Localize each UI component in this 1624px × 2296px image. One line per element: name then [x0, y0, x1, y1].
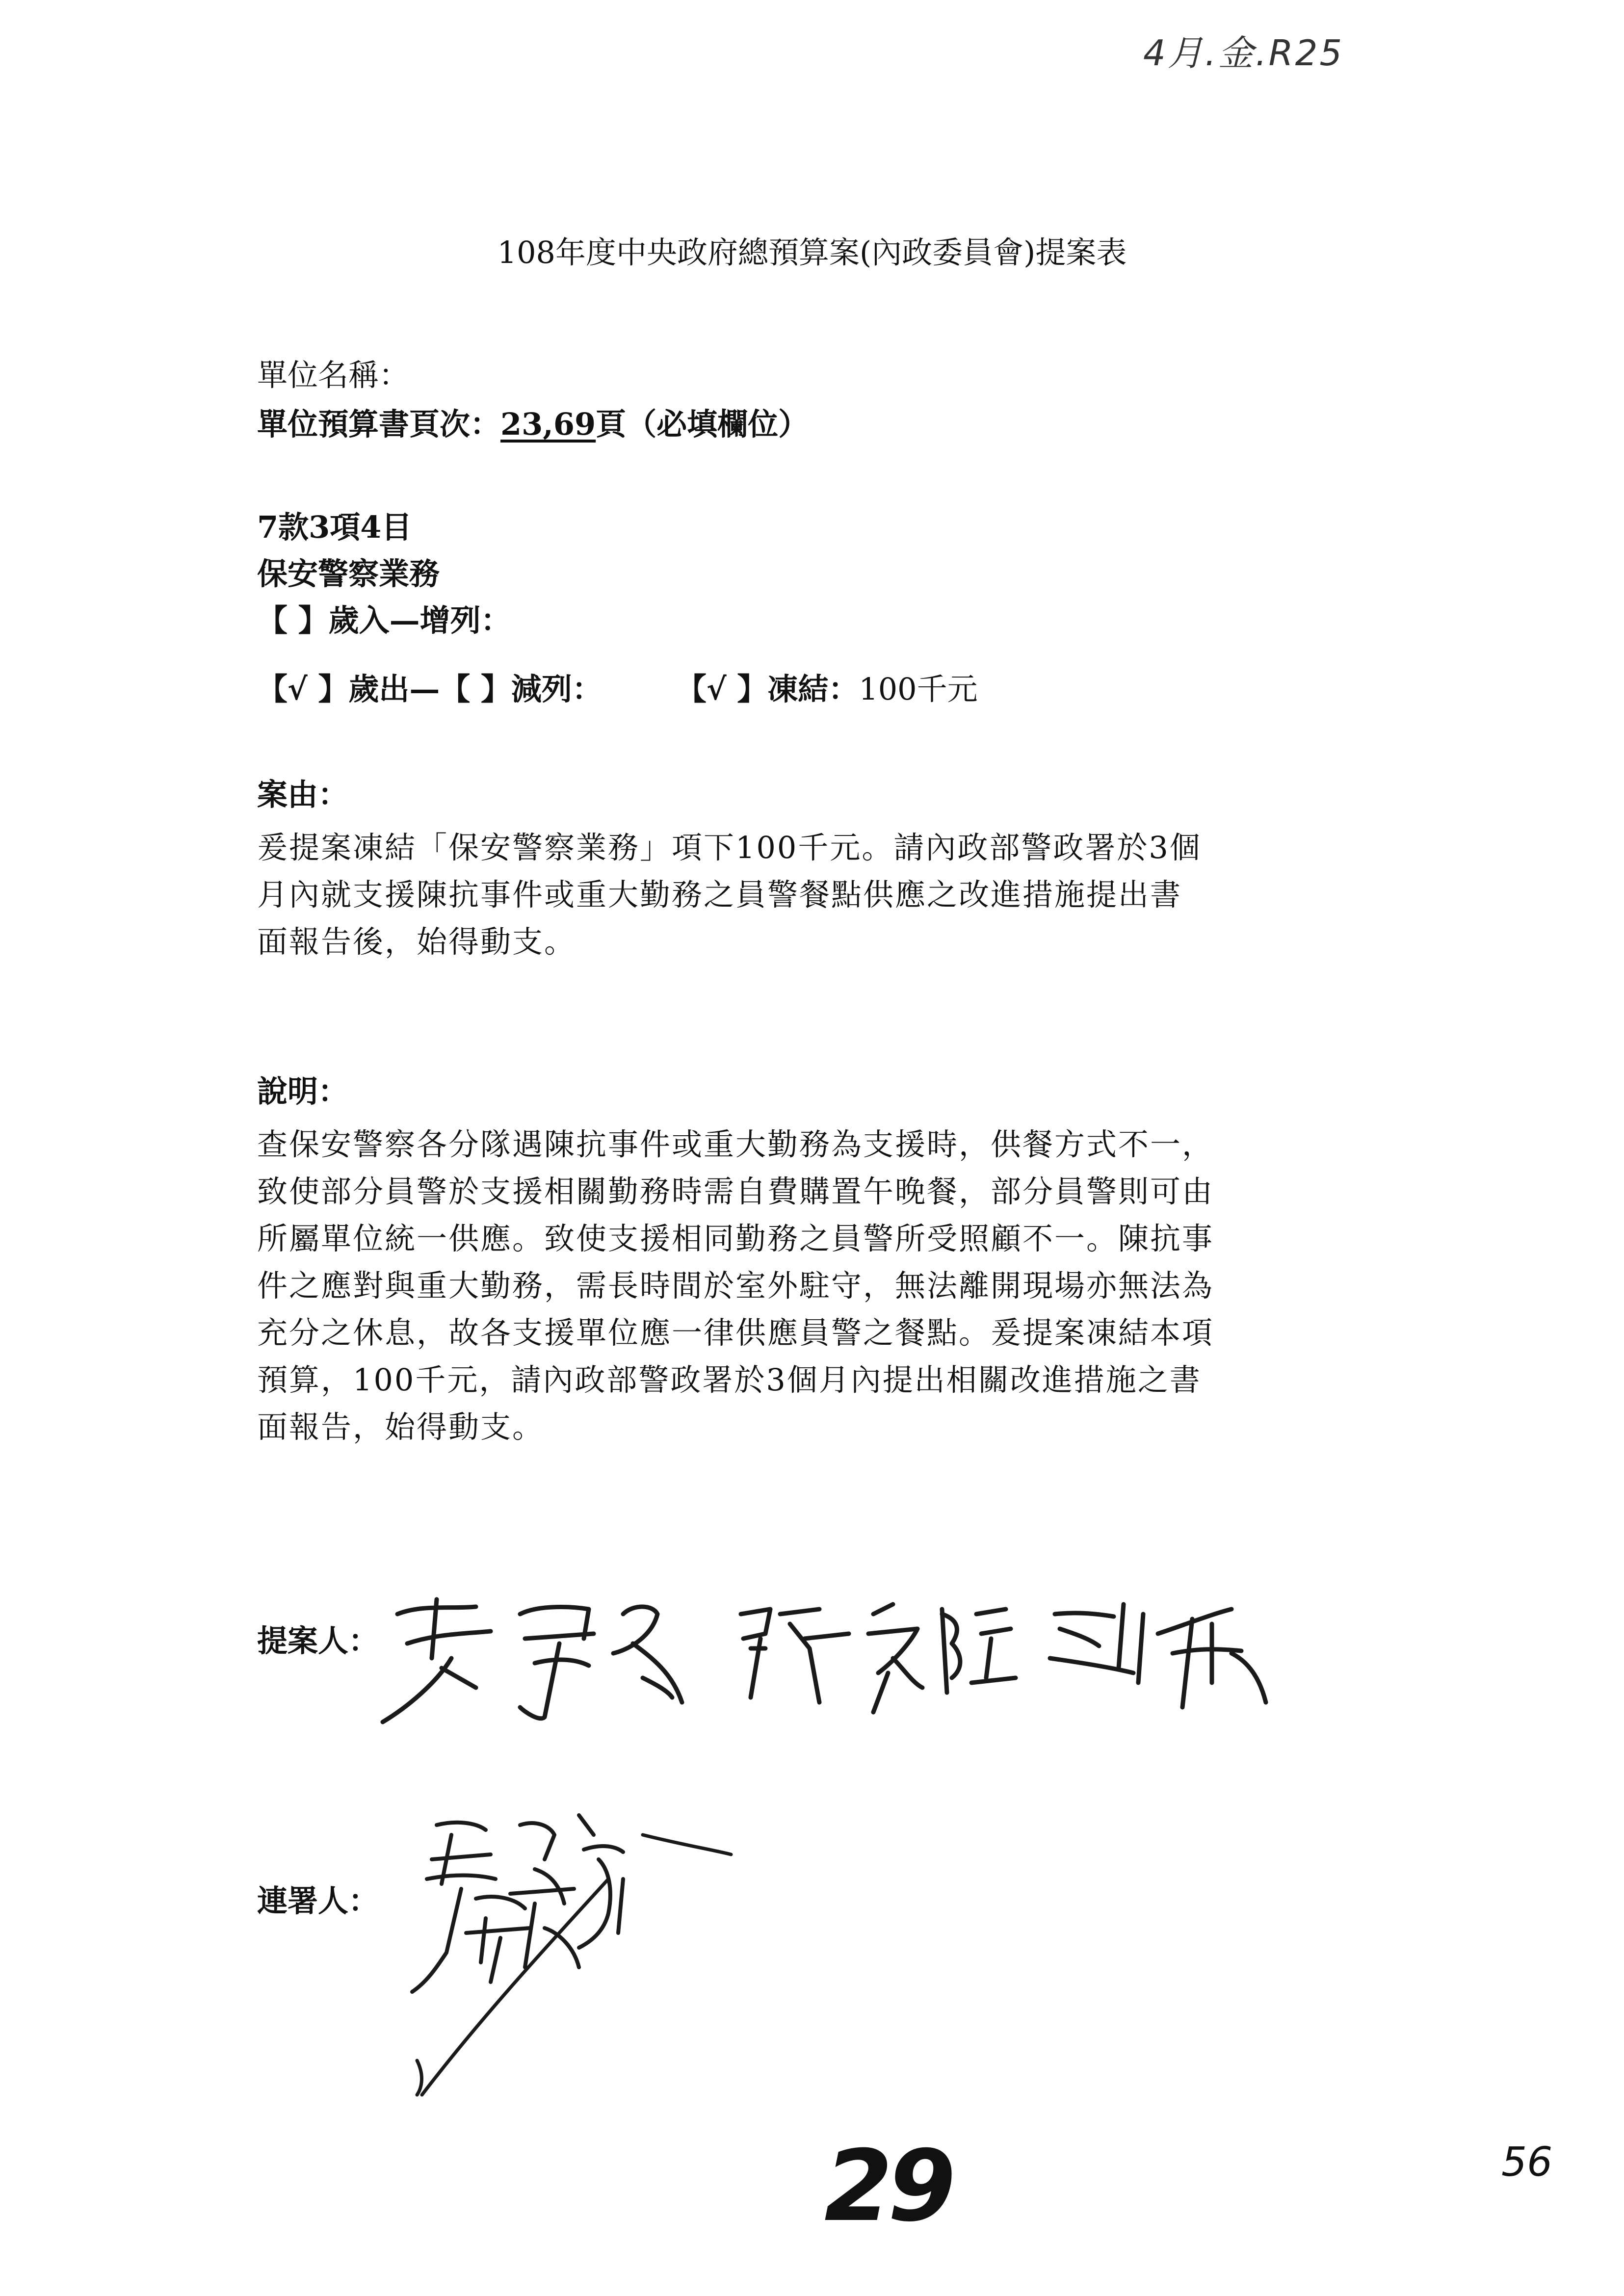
explanation-line: 充分之休息，故各支援單位應一律供應員警之餐點。爰提案凍結本項 — [257, 1315, 1214, 1351]
budget-page-value: 23,69 — [500, 406, 596, 442]
explanation-heading: 說明： — [257, 1073, 349, 1109]
reduce-option: 【 】減列： — [440, 671, 602, 707]
item-name: 保安警察業務 — [257, 556, 440, 592]
freeze-option: 【√ 】凍結： — [676, 671, 859, 707]
budget-page-suffix: 頁（必填欄位） — [596, 406, 809, 442]
explanation-line: 件之應對與重大勤務，需長時間於室外駐守，無法離開現場亦無法為 — [257, 1268, 1214, 1304]
expenditure-option: 【√ 】歲出— — [257, 671, 440, 707]
reason-line: 爰提案凍結「保安警察業務」項下100千元。請內政部警政署於3個 — [257, 830, 1202, 865]
reason-line: 面報告後，始得動支。 — [257, 924, 576, 960]
reason-heading: 案由： — [257, 777, 349, 812]
proposer-label: 提案人： — [257, 1623, 379, 1659]
explanation-line: 面報告，始得動支。 — [257, 1409, 545, 1445]
freeze-amount: 100千元 — [859, 671, 978, 707]
item-code: 7款3項4目 — [257, 509, 412, 545]
reason-line: 月內就支援陳抗事件或重大勤務之員警餐點供應之改進措施提出書 — [257, 877, 1182, 913]
form-title: 108年度中央政府總預算案(內政委員會)提案表 — [497, 235, 1127, 270]
proposer-signature — [378, 1585, 1310, 1732]
cosigner-label: 連署人： — [257, 1883, 379, 1919]
budget-page-line — [257, 402, 809, 446]
page-number: 29 — [824, 2129, 951, 2244]
unit-name-label: 單位名稱： — [257, 357, 410, 393]
explanation-line: 所屬單位統一供應。致使支援相同勤務之員警所受照顧不一。陳抗事 — [257, 1221, 1214, 1256]
expenditure-line — [257, 667, 978, 711]
explanation-body — [257, 1121, 1400, 1451]
budget-page-label: 單位預算書頁次： — [257, 406, 501, 442]
date-stamp: 4月.金.R25 — [1143, 32, 1344, 74]
explanation-line: 致使部分員警於支援相關勤務時需自費購置午晚餐，部分員警則可由 — [257, 1174, 1214, 1209]
margin-number: 56 — [1501, 2139, 1553, 2186]
revenue-option: 【 】歲入—增列： — [257, 602, 511, 638]
explanation-line: 查保安警察各分隊遇陳抗事件或重大勤務為支援時，供餐方式不一， — [257, 1126, 1214, 1162]
cosigner-signature — [388, 1805, 741, 2100]
reason-body — [257, 824, 1400, 965]
explanation-line: 預算，100千元，請內政部警政署於3個月內提出相關改進措施之書 — [257, 1362, 1202, 1398]
